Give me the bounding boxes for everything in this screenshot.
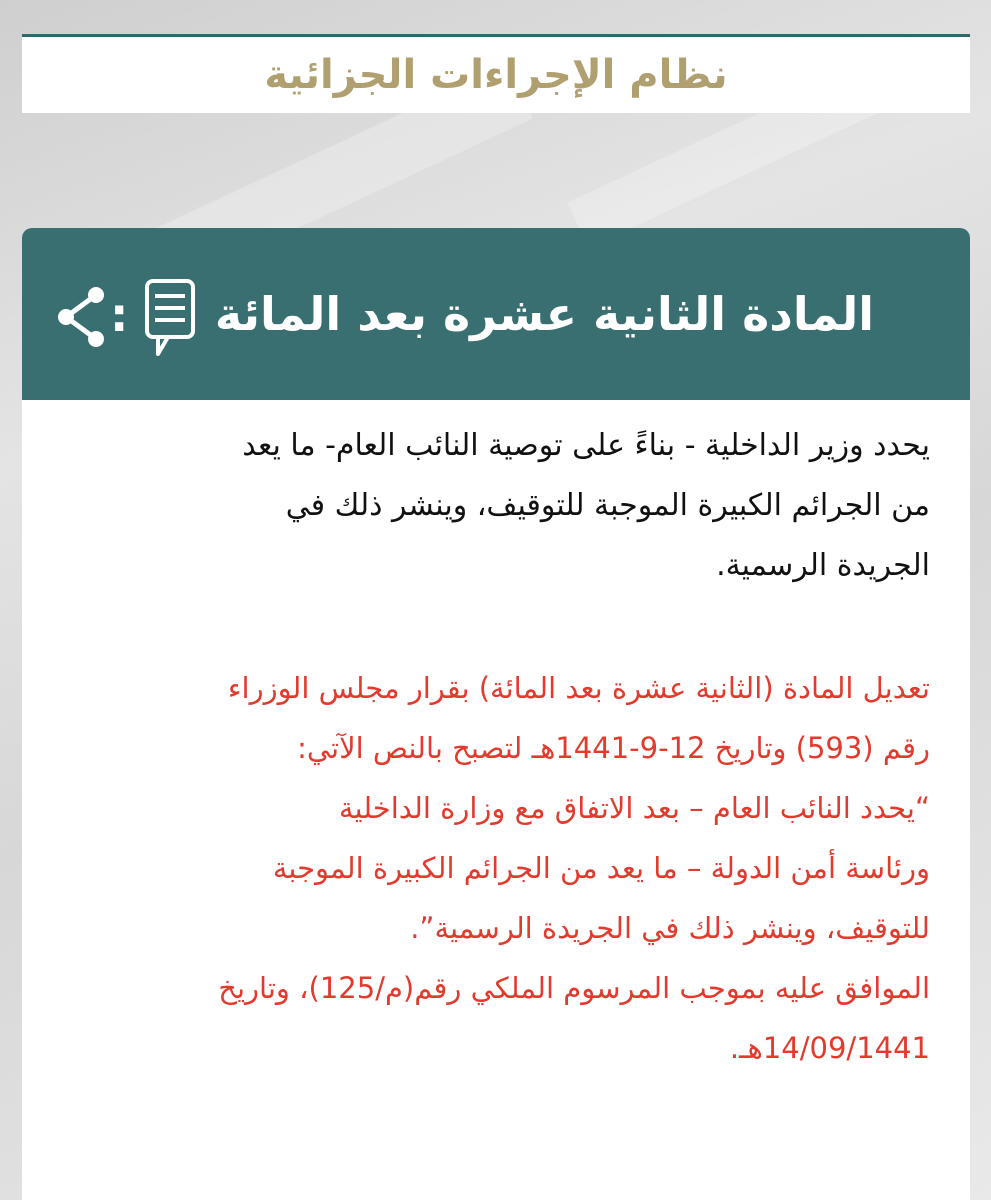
- article-title: المادة الثانية عشرة بعد المائة: [214, 287, 874, 341]
- article-header: [22, 228, 970, 400]
- article-body-line: الجريدة الرسمية.: [716, 548, 930, 583]
- article-body-line: يحدد وزير الداخلية - بناءً على توصية النائب العام- ما يعد: [242, 428, 930, 463]
- amendment-line: ورئاسة أمن الدولة – ما يعد من الجرائم الكبيرة الموجبة: [272, 851, 930, 885]
- amendment-line: تعديل المادة (الثانية عشرة بعد المائة) بقرار مجلس الوزراء: [227, 671, 930, 705]
- amendment-line: رقم (593) وتاريخ 12-9-1441هـ لتصبح بالنص الآتي:: [297, 731, 930, 765]
- share-icon[interactable]: [54, 284, 108, 350]
- article-body-line: من الجرائم الكبيرة الموجبة للتوقيف، وينشر ذلك في: [285, 488, 930, 523]
- amendment-line: “يحدد النائب العام – بعد الاتفاق مع وزارة الداخلية: [338, 791, 930, 825]
- amendment-note: [22, 596, 970, 1078]
- header-bar: [22, 34, 970, 113]
- article-body: [22, 400, 970, 596]
- notes-icon[interactable]: [144, 278, 196, 358]
- amendment-line: 14/09/1441هـ.: [729, 1031, 930, 1065]
- amendment-line: الموافق عليه بموجب المرسوم الملكي رقم(م/125)، وتاريخ: [218, 971, 930, 1005]
- title-separator: :: [110, 288, 129, 342]
- article-card: [22, 228, 970, 1200]
- amendment-line: للتوقيف، وينشر ذلك في الجريدة الرسمية”.: [410, 911, 930, 945]
- page-title: نظام الإجراءات الجزائية: [264, 52, 728, 98]
